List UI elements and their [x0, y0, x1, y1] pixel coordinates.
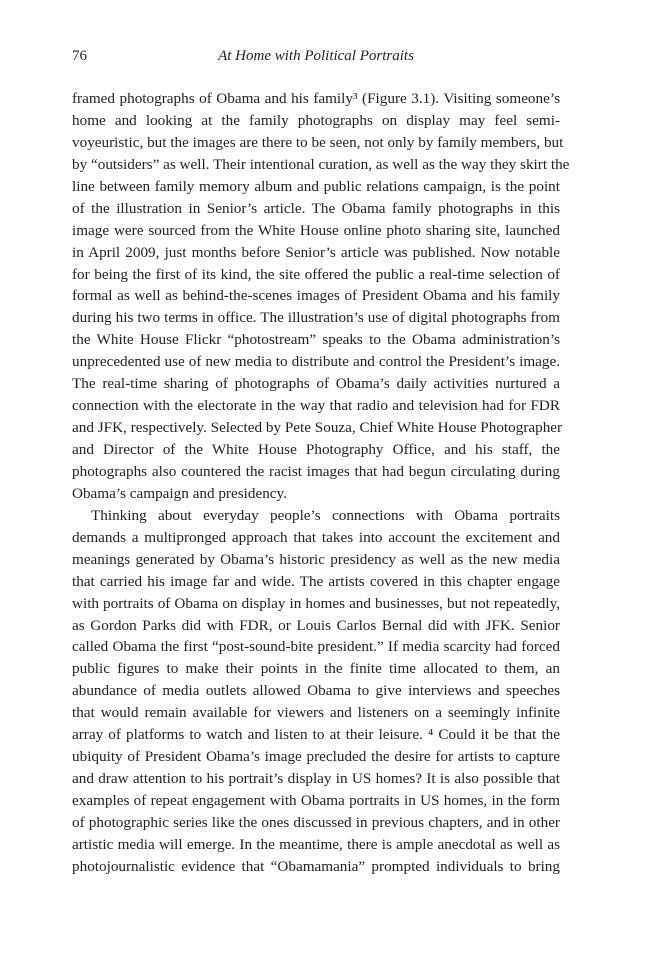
text-line: photojournalistic evidence that “Obamamania” prompted individuals to bring: [72, 857, 560, 875]
text-line: that carried his image far and wide. The artists covered in this chapter engage: [72, 572, 560, 590]
text-line: of photographic series like the ones discussed in previous chapters, and in other: [72, 813, 560, 831]
text-line: ubiquity of President Obama’s image precluded the desire for artists to capture: [72, 748, 560, 766]
text-line: and JFK, respectively. Selected by Pete Souza, Chief White House Photographer: [72, 419, 563, 437]
text-line: and draw attention to his portrait’s display in US homes? It is also possible that: [72, 770, 560, 788]
text-line: The real-time sharing of photographs of Obama’s daily activities nurtured a: [72, 375, 560, 393]
text-line: during his two terms in office. The illustration’s use of digital photographs from: [72, 309, 560, 327]
body-text: [72, 88, 570, 878]
text-line: framed photographs of Obama and his family³ (Figure 3.1). Visiting someone’s: [72, 90, 560, 107]
running-title: At Home with Political Portraits: [218, 48, 414, 64]
text-line: that would remain available for viewers and listeners on a seemingly infinite: [72, 704, 560, 722]
text-line: Obama’s campaign and presidency.: [72, 484, 287, 502]
text-line: image were sourced from the White House online photo sharing site, launched: [72, 221, 560, 239]
running-head: [72, 46, 560, 66]
paragraph: [72, 505, 560, 878]
text-line: called Obama the first “post-sound-bite president.” If media scarcity had forced: [72, 638, 560, 656]
text-line: artistic media will emerge. In the meantime, there is ample anecdotal as well as: [72, 835, 560, 853]
text-line: for being the first of its kind, the site offered the public a real-time selection of: [72, 265, 560, 283]
text-line: public figures to make their points in the finite time allocated to them, an: [72, 660, 560, 678]
text-line: abundance of media outlets allowed Obama to give interviews and speeches: [72, 682, 560, 700]
text-line: home and looking at the family photographs on display may feel semi-: [72, 111, 560, 129]
text-line: the White House Flickr “photostream” speaks to the Obama administration’s: [72, 331, 560, 349]
text-line: and Director of the White House Photography Office, and his staff, the: [72, 441, 560, 458]
text-line: Thinking about everyday people’s connections with Obama portraits: [91, 506, 560, 524]
text-line: as Gordon Parks did with FDR, or Louis Carlos Bernal did with JFK. Senior: [72, 616, 560, 634]
text-line: in April 2009, just months before Senior’s article was published. Now notable: [72, 243, 560, 261]
text-line: voyeuristic, but the images are there to be seen, not only by family members, but: [72, 133, 564, 151]
text-line: demands a multipronged approach that takes into account the excitement and: [72, 528, 560, 546]
text-line: unprecedented use of new media to distribute and control the President’s image.: [72, 353, 560, 371]
text-line: of the illustration in Senior’s article. The Obama family photographs in this: [72, 199, 560, 217]
text-line: examples of repeat engagement with Obama portraits in US homes, in the form: [72, 792, 560, 809]
text-line: formal as well as behind-the-scenes images of President Obama and his family: [72, 287, 560, 305]
text-line: array of platforms to watch and listen to at their leisure. ⁴ Could it be that the: [72, 726, 560, 744]
text-line: meanings generated by Obama’s historic presidency as well as the new media: [72, 550, 560, 568]
text-line: by “outsiders” as well. Their intentional curation, as well as the way they skirt the: [72, 155, 570, 173]
text-line: photographs also countered the racist images that had begun circulating during: [72, 462, 560, 480]
page-number: 76: [72, 48, 87, 64]
paragraph: [72, 88, 570, 505]
text-line: connection with the electorate in the way that radio and television had for FDR: [72, 397, 560, 415]
text-line: with portraits of Obama on display in homes and businesses, but not repeatedly,: [72, 594, 560, 612]
text-line: line between family memory album and public relations campaign, is the point: [72, 177, 560, 195]
